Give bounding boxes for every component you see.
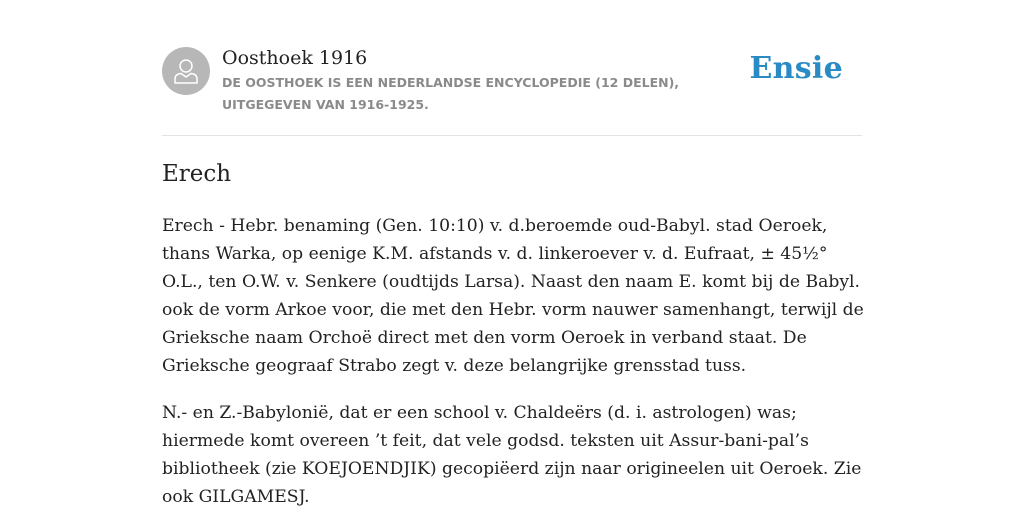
entry-title: Erech — [162, 161, 232, 187]
source-avatar[interactable] — [162, 47, 210, 95]
user-icon — [172, 56, 200, 86]
ensie-logo[interactable]: Ensie — [749, 51, 843, 86]
entry-paragraph: Erech - Hebr. benaming (Gen. 10:10) v. d.beroemde oud-Babyl. stad Oeroek, thans Warka, op eenige K.M. afstands v. d. linkeroever v. d. Eufraat, ± 45½° O.L., ten O.W. v. Senkere (oudtijds Larsa). Naast den naam E. komt bij de Babyl. ook de vorm Arkoe voor, die met den Hebr. vorm nauwer samenhangt, terwijl de Grieksche naam Orchoë direct met den vorm Oeroek in verband staat. De Grieksche geograaf Strabo zegt v. deze belangrijke grensstad tuss. — [162, 216, 864, 376]
entry-body — [162, 212, 868, 530]
source-header — [162, 0, 862, 136]
page-container — [162, 0, 864, 507]
source-description: DE OOSTHOEK IS EEN NEDERLANDSE ENCYCLOPEDIE (12 DELEN), UITGEGEVEN VAN 1916-1925. — [222, 75, 680, 112]
source-title[interactable]: Oosthoek 1916 — [222, 47, 368, 69]
entry-paragraph: N.- en Z.-Babylonië, dat er een school v. Chaldeërs (d. i. astrologen) was; hiermede komt overeen ’t feit, dat vele godsd. teksten uit Assur-bani-pal’s bibliotheek (zie KOEJOENDJIK) gecopiëerd zijn naar origineelen uit Oeroek. Zie ook GILGAMESJ. — [162, 403, 862, 507]
